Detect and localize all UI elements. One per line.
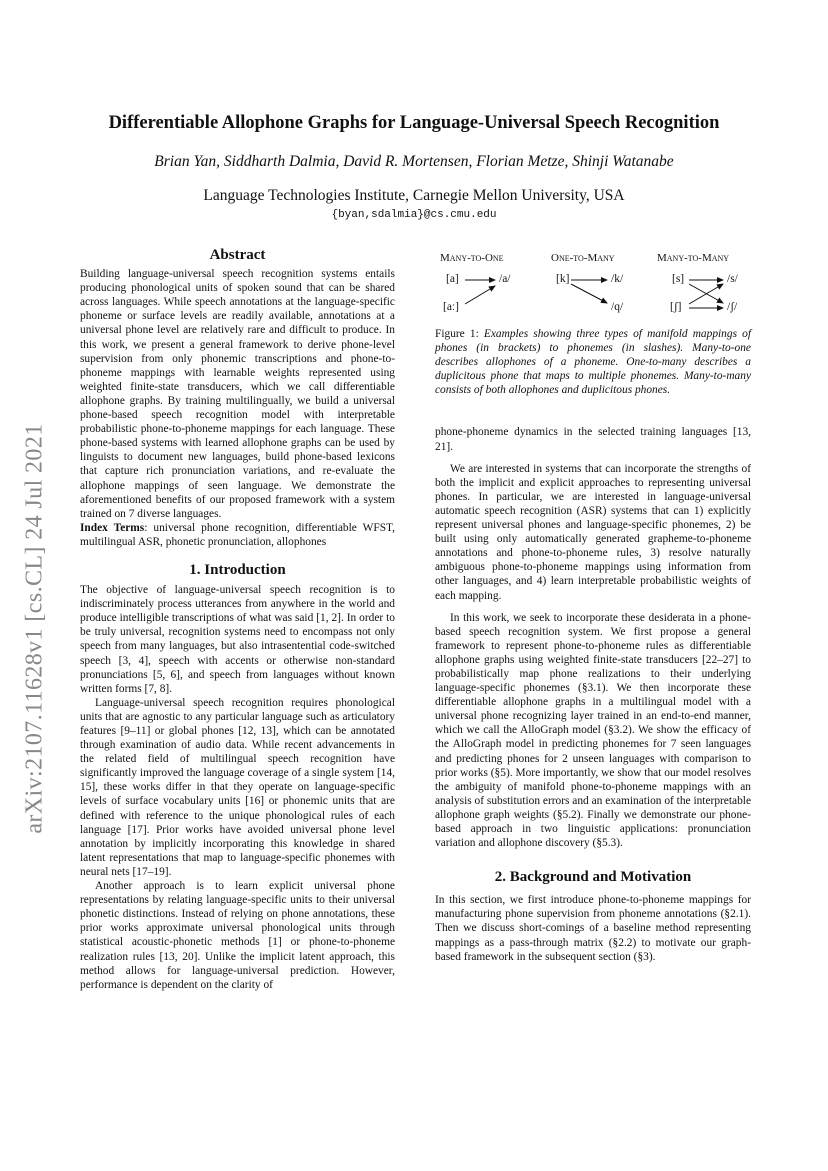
paper-title: Differentiable Allophone Graphs for Language-Universal Speech Recognition [108,113,720,133]
right-paragraph-2: In this work, we seek to incorporate these desiderata in a phone-based speech recognition system. We first propose a general framework to represent phone-to-phoneme rules as differentiable allophone graphs using weighted finite-state transducers [22–27] to probabilistically map phone realizations to their underlying language-specific phonemes (§3.1). We then incorporate these differentiable allophone graphs in a multilingual model with a universal phone recognizing layer trained in an end-to-end manner, which we call the AlloGraph model (§3.2). We show the efficacy of the AlloGraph model in predicting phonemes for 7 seen languages and predicting phones for 2 unseen languages with comparison to prior works (§5). More importantly, we show that our model resolves the ambiguity of manifold phone-to-phoneme mappings with an analysis of substitution errors and an examination of the interpretable allophone graph weights (§5.2). Finally we demonstrate our phone-based approach in two linguistic applications: pronunciation variation and allophone discovery (§5.3). [435,611,752,850]
phoneme-q: /q/ [611,301,624,313]
phoneme-sh: /ʃ/ [727,301,738,313]
label-many-to-one: Many-to-One [440,252,504,264]
author-list: Brian Yan, Siddharth Dalmia, David R. Mortensen, Florian Metze, Shinji Watanabe [154,153,674,170]
index-terms-label: Index Terms [80,521,145,534]
phoneme-s: /s/ [727,273,738,285]
background-heading: 2. Background and Motivation [494,869,692,886]
figure-1-diagram [435,248,751,323]
phone-k: [k] [556,273,570,285]
intro-paragraph-3: Another approach is to learn explicit universal phone representations by relating language-specific units to their universal phonetic distinctions. Instead of relying on phone annotations, these prior works approximate universal phonological units through statistical acoustic-phonetic methods [1] or phone-to-phoneme realization rules [13, 20]. Unlike the implicit latent approach, this method allows for language-universal prediction. However, performance is dependent on the clarity of [80,880,395,991]
figure-1-caption-text: Examples showing three types of manifold mappings of phones (in brackets) to phonemes (in slashes). Many-to-one describes allophones of a phoneme. One-to-many describes a duplicitous phone that maps to multiple phonemes. Many-to-many consists of both allophones and duplicitous phones. [435,328,752,397]
index-terms-text: : universal phone recognition, differentiable WFST, multilingual ASR, phonetic pronunciation, allophones [80,521,395,548]
contact-email: {byan,sdalmia}@cs.cmu.edu [331,209,497,221]
figure-1-caption [435,327,751,397]
left-column [80,248,395,992]
arxiv-identifier: arXiv:2107.11628v1 [cs.CL] 24 Jul 2021 [21,423,48,834]
background-paragraph: In this section, we first introduce phone-to-phoneme mappings for manufacturing phone supervision from phoneme annotations (§2.1). Then we discuss short-comings of a baseline method representing mappings as a pass-through matrix (§2.2) to motivate our graph-based framework in the subsequent section (§3). [435,894,751,963]
abstract-text: Building language-universal speech recognition systems entails producing phonological units of spoken sound that can be shared across languages. While speech annotations at the language-specific phoneme or surface levels are readily available, annotations at a universal phone level are relatively rare and difficult to produce. In this work, we present a general framework to derive phone-level supervision from only phonemic transcriptions and phone-to-phoneme mappings with learnable weights represented using weighted finite-state transducers, which we call differentiable allophone graphs. By training multilingually, we build a universal phone-based speech recognition model with interpretable probabilistic phone-to-phoneme mappings for each language. These phone-based systems with learned allophone graphs can be used by linguists to document new languages, build phone-based lexicons that capture rich pronunciation variations, and re-evaluate the allophone mappings of seen language. We demonstrate the aforementioned benefits of our proposed framework with a system trained on 7 diverse languages. [80,268,395,520]
label-many-to-many: Many-to-Many [657,252,730,264]
phoneme-a: /a/ [499,273,511,285]
phone-sh: [ʃ] [670,301,682,313]
phone-a: [a] [446,273,459,285]
intro-paragraph-2: Language-universal speech recognition requires phonological units that are agnostic to any particular language such as articulatory features [9–11] or global phones [12, 13], which can be annotated through examination of audio data. While recent advancements in the related field of multilingual speech recognition have significantly improved the language coverage of a single system [14, 15], these works differ in that they operate on language-specific levels of surface vocabulary units [16] or phonemic units that are defined with reference to the unique phonological rules of each language [17]. Prior works have avoided universal phone level annotation by implicitly incorporating this knowledge in shared latent representations that map to language-specific phonemes with neural nets [17–19]. [80,696,395,878]
arrow-along-to-a [465,286,495,304]
intro-heading: 1. Introduction [189,561,286,578]
right-paragraph-1: We are interested in systems that can incorporate the strengths of both the implicit and explicit approaches to representing universal phones. In particular, we are interested in language-universal automatic speech recognition (ASR) systems that can 1) explicitly represent universal phones and language-specific phonemes, 2) be built using only automatically generated grapheme-to-phoneme annotations and phone-to-phoneme rules, 3) resolve naturally ambiguous phone-to-phoneme mappings using information from other languages, and 4) learn interpretable probabilistic weights of each mapping. [435,462,751,602]
right-column [435,327,751,964]
phone-s: [s] [672,273,685,285]
affiliation: Language Technologies Institute, Carnegie Mellon University, USA [203,187,625,204]
arxiv-sidebar [0,0,70,1171]
phoneme-k: /k/ [611,273,624,285]
figure-1-caption-label: Figure 1: [435,328,479,340]
right-paragraph-0: phone-phoneme dynamics in the selected training languages [13, 21]. [435,426,751,453]
abstract-heading: Abstract [209,247,266,263]
arrow-k-to-q [571,284,607,303]
intro-paragraph-1: The objective of language-universal speech recognition is to indiscriminately process utterances from anywhere in the world and produce intelligible transcriptions of what was said [1, 2]. In order to be truly universal, recognition systems need to encompass not only speech from many languages, but also intrasentential code-switched speech [3, 4], speech with accents or otherwise non-standard pronunciations [5, 6], and speech from languages without known written forms [7, 8]. [80,584,395,695]
phone-a-long: [aː] [443,301,459,313]
label-one-to-many: One-to-Many [551,252,615,264]
index-terms [80,521,395,549]
